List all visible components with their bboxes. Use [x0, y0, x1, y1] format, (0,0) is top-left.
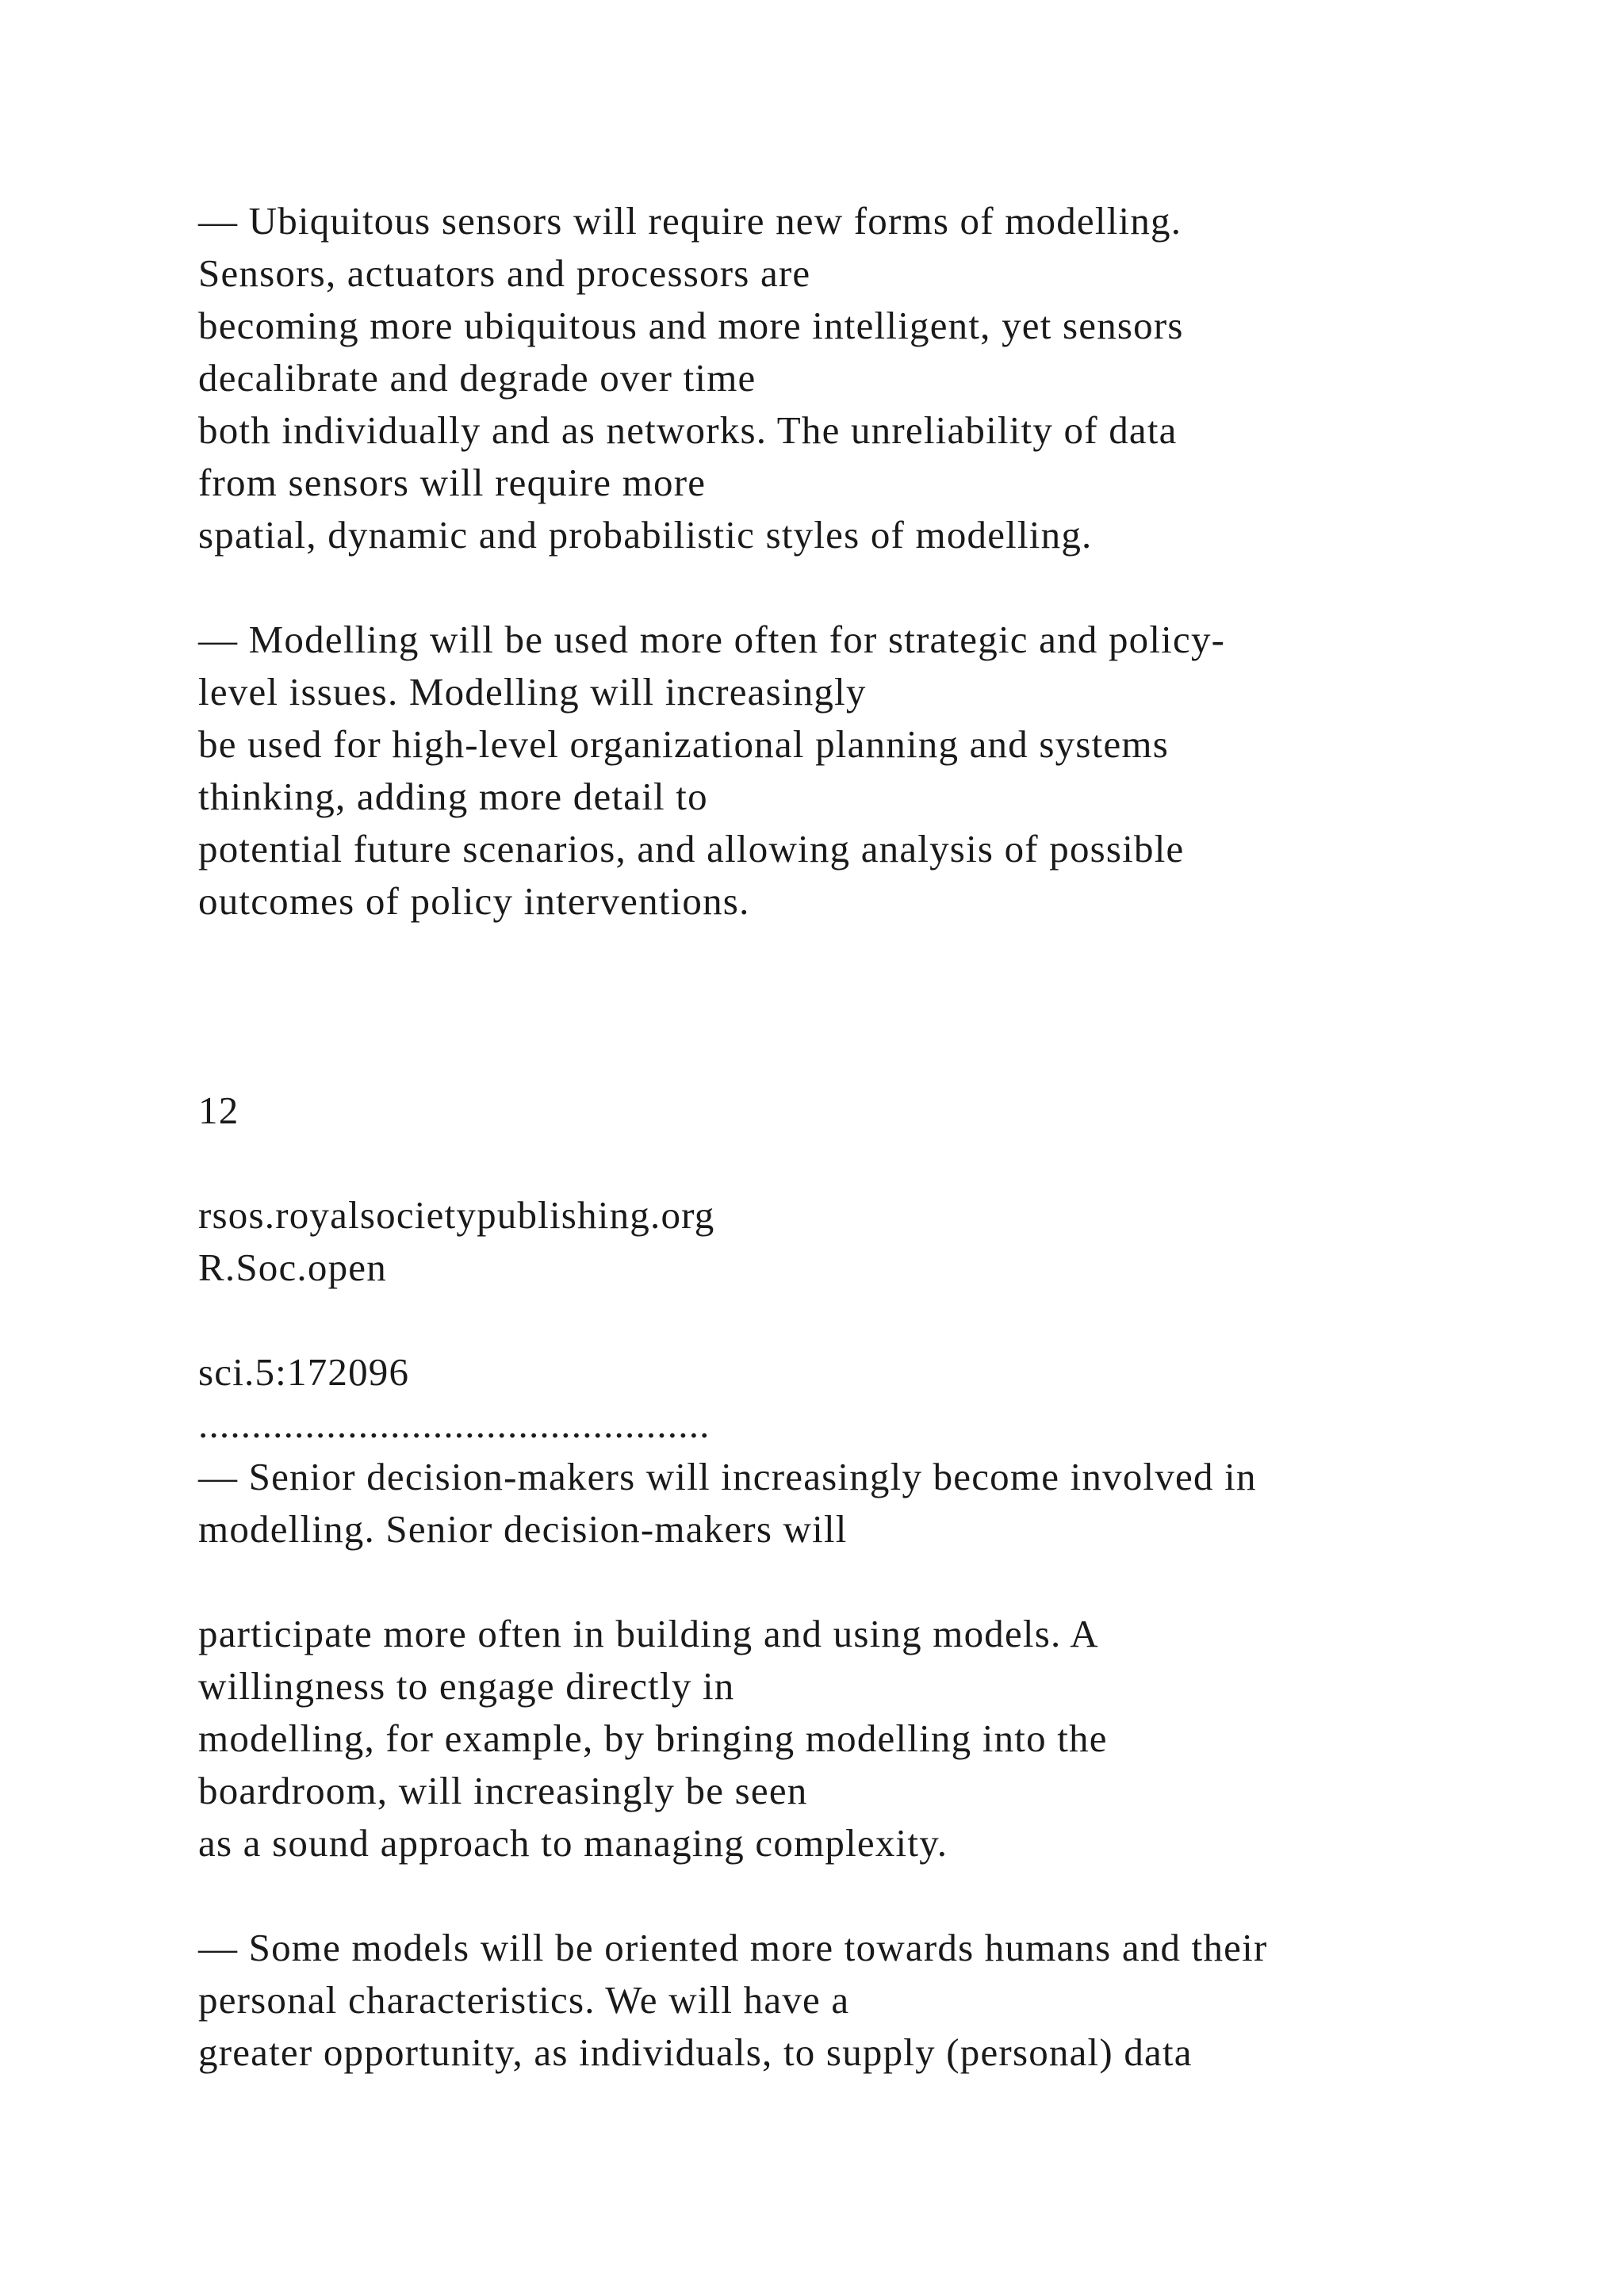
journal-url: rsos.royalsocietypublishing.org: [198, 1193, 715, 1237]
page-number: 12: [198, 1089, 239, 1132]
text-line: outcomes of policy interventions.: [198, 879, 750, 923]
text-line: personal characteristics. We will have a: [198, 1978, 850, 2022]
journal-name: R.Soc.open: [198, 1246, 387, 1289]
text-line: becoming more ubiquitous and more intelligent, yet sensors: [198, 304, 1184, 347]
text-line: — Ubiquitous sensors will require new forms of modelling.: [198, 199, 1182, 243]
text-line: thinking, adding more detail to: [198, 775, 708, 818]
text-line: boardroom, will increasingly be seen: [198, 1769, 808, 1812]
text-line: modelling, for example, by bringing modelling into the: [198, 1716, 1108, 1760]
text-line: potential future scenarios, and allowing analysis of possible: [198, 827, 1185, 871]
text-line: participate more often in building and using models. A: [198, 1612, 1099, 1655]
text-line: — Some models will be oriented more towards humans and their: [198, 1926, 1268, 1969]
text-line: decalibrate and degrade over time: [198, 356, 756, 400]
text-line: from sensors will require more: [198, 461, 707, 504]
dotted-divider: ................................................: [198, 1402, 710, 1446]
text-line: as a sound approach to managing complexity.: [198, 1821, 948, 1865]
text-line: greater opportunity, as individuals, to supply (personal) data: [198, 2030, 1193, 2074]
text-line: both individually and as networks. The unreliability of data: [198, 408, 1178, 452]
text-line: modelling. Senior decision-makers will: [198, 1507, 848, 1551]
text-line: level issues. Modelling will increasingly: [198, 670, 867, 714]
text-line: willingness to engage directly in: [198, 1664, 735, 1708]
journal-citation: sci.5:172096: [198, 1350, 410, 1394]
text-line: spatial, dynamic and probabilistic styles of modelling.: [198, 513, 1093, 557]
text-line: Sensors, actuators and processors are: [198, 251, 811, 295]
text-line: — Modelling will be used more often for strategic and policy-: [198, 618, 1226, 661]
text-line: be used for high-level organizational planning and systems: [198, 722, 1169, 766]
text-line: — Senior decision-makers will increasingly become involved in: [198, 1455, 1257, 1498]
